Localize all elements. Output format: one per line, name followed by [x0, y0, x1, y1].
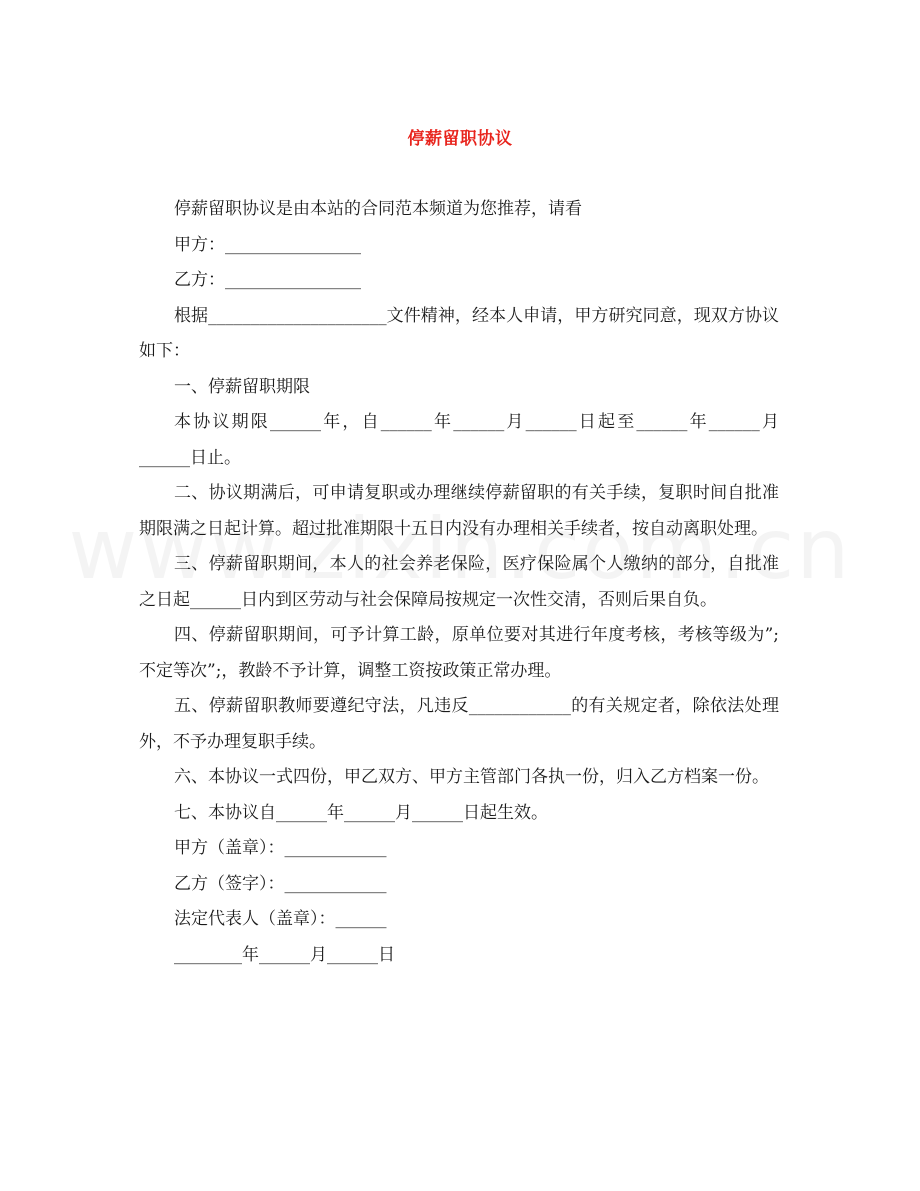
clause-7: 七、本协议自______年______月______日起生效。 — [174, 802, 548, 823]
clause-6: 六、本协议一式四份，甲乙双方、甲方主管部门各执一份，归入乙方档案一份。 — [174, 767, 769, 787]
date-line: ________年______月______日 — [174, 944, 395, 965]
clause-4: 四、停薪留职期间，可予计算工龄，原单位要对其进行年度考核，考核等级为”;不定等次”;，教龄不予计算，调整工资按政策正常办理。 — [139, 625, 779, 681]
document-title: 停薪留职协议 — [407, 129, 513, 149]
clause-3: 三、停薪留职期间，本人的社会养老保险，医疗保险属个人缴纳的部分，自批准之日起______日内到区劳动与社会保障局按规定一次性交清，否则后果自负。 — [139, 554, 779, 610]
clause-1-heading: 一、停薪留职期限 — [174, 376, 310, 397]
party-b-signature-line: 乙方（签字）：____________ — [174, 873, 387, 894]
clause-5: 五、停薪留职教师要遵纪守法，凡违反____________的有关规定者，除依法处理外，不予办理复职手续。 — [139, 696, 779, 752]
document-body — [139, 192, 779, 973]
party-a-line: 甲方：________________ — [174, 234, 361, 255]
basis-paragraph: 根据_____________________文件精神，经本人申请，甲方研究同意，现双方协议如下： — [139, 305, 779, 361]
party-a-seal-line: 甲方（盖章）：____________ — [174, 838, 387, 858]
legal-representative-line: 法定代表人（盖章）：______ — [174, 909, 387, 929]
clause-1-term: 本协议期限______年，自______年______月______日起至______年______月______日止。 — [139, 412, 779, 468]
intro-paragraph: 停薪留职协议是由本站的合同范本频道为您推荐，请看 — [174, 199, 582, 219]
clause-2: 二、协议期满后，可申请复职或办理继续停薪留职的有关手续，复职时间自批准期限满之日起计算。超过批准期限十五日内没有办理相关手续者，按自动离职处理。 — [139, 483, 779, 539]
party-b-line: 乙方：________________ — [174, 270, 361, 290]
